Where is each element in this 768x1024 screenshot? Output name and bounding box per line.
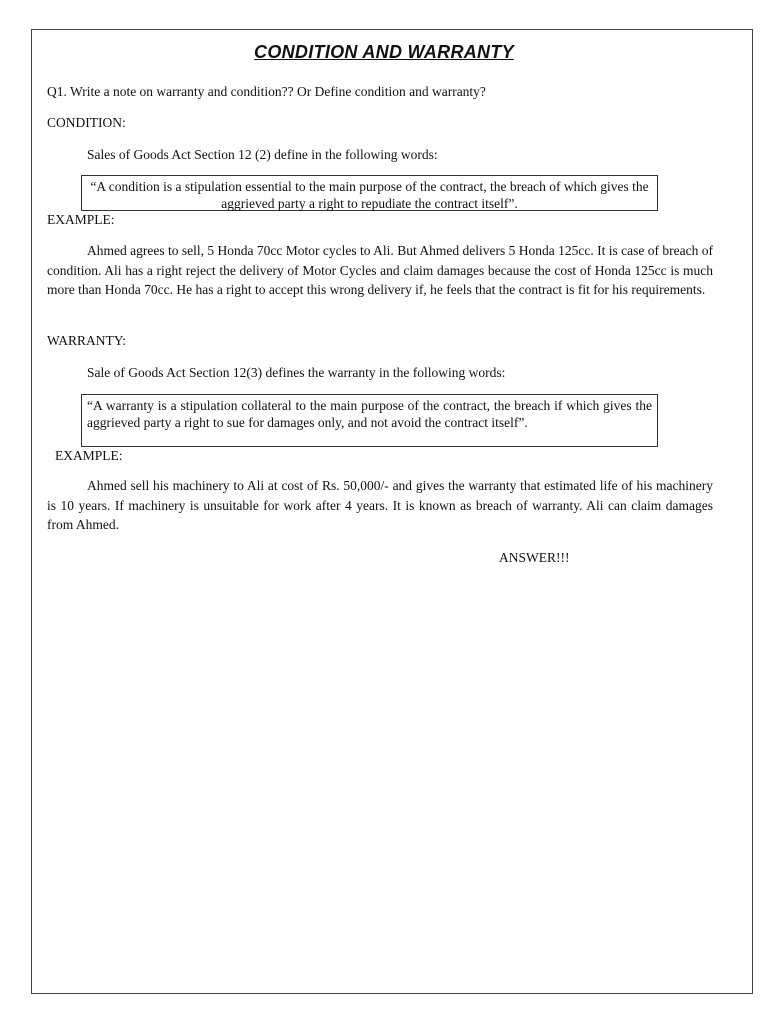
answer-label: ANSWER!!! — [499, 550, 570, 565]
warranty-example-text: Ahmed sell his machinery to Ali at cost of Rs. 50,000/- and gives the warranty that estimated life of his machinery is 10 years. If machinery is unsuitable for work after 4 years. It is known as breach of warranty. Ali can claim damages from Ahmed. — [47, 478, 713, 532]
condition-example-text: Ahmed agrees to sell, 5 Honda 70cc Motor cycles to Ali. But Ahmed delivers 5 Honda 125cc. It is case of breach of condition. Ali has a right reject the delivery of Motor Cycles and claim damages because the cost of Honda 125cc is much more than Honda 70cc. He has a right to accept this wrong delivery if, he feels that the contract is fit for his requirements. — [47, 243, 713, 297]
warranty-definition-box: “A warranty is a stipulation collateral to the main purpose of the contract, the breach if which gives the aggrieved party a right to sue for damages only, and not avoid the contract itself”. — [81, 394, 658, 447]
condition-intro: Sales of Goods Act Section 12 (2) define in the following words: — [87, 147, 438, 162]
condition-definition-box: “A condition is a stipulation essential to the main purpose of the contract, the breach of which gives the aggrieved party a right to repudiate the contract itself”. — [81, 175, 658, 211]
warranty-intro: Sale of Goods Act Section 12(3) defines the warranty in the following words: — [87, 365, 506, 380]
warranty-example-heading: EXAMPLE: — [55, 448, 123, 463]
condition-heading: CONDITION: — [47, 115, 126, 130]
condition-example-heading: EXAMPLE: — [47, 212, 115, 227]
page-title: CONDITION AND WARRANTY — [254, 42, 514, 62]
question-text: Q1. Write a note on warranty and condition?? Or Define condition and warranty? — [47, 84, 486, 99]
warranty-heading: WARRANTY: — [47, 333, 127, 348]
